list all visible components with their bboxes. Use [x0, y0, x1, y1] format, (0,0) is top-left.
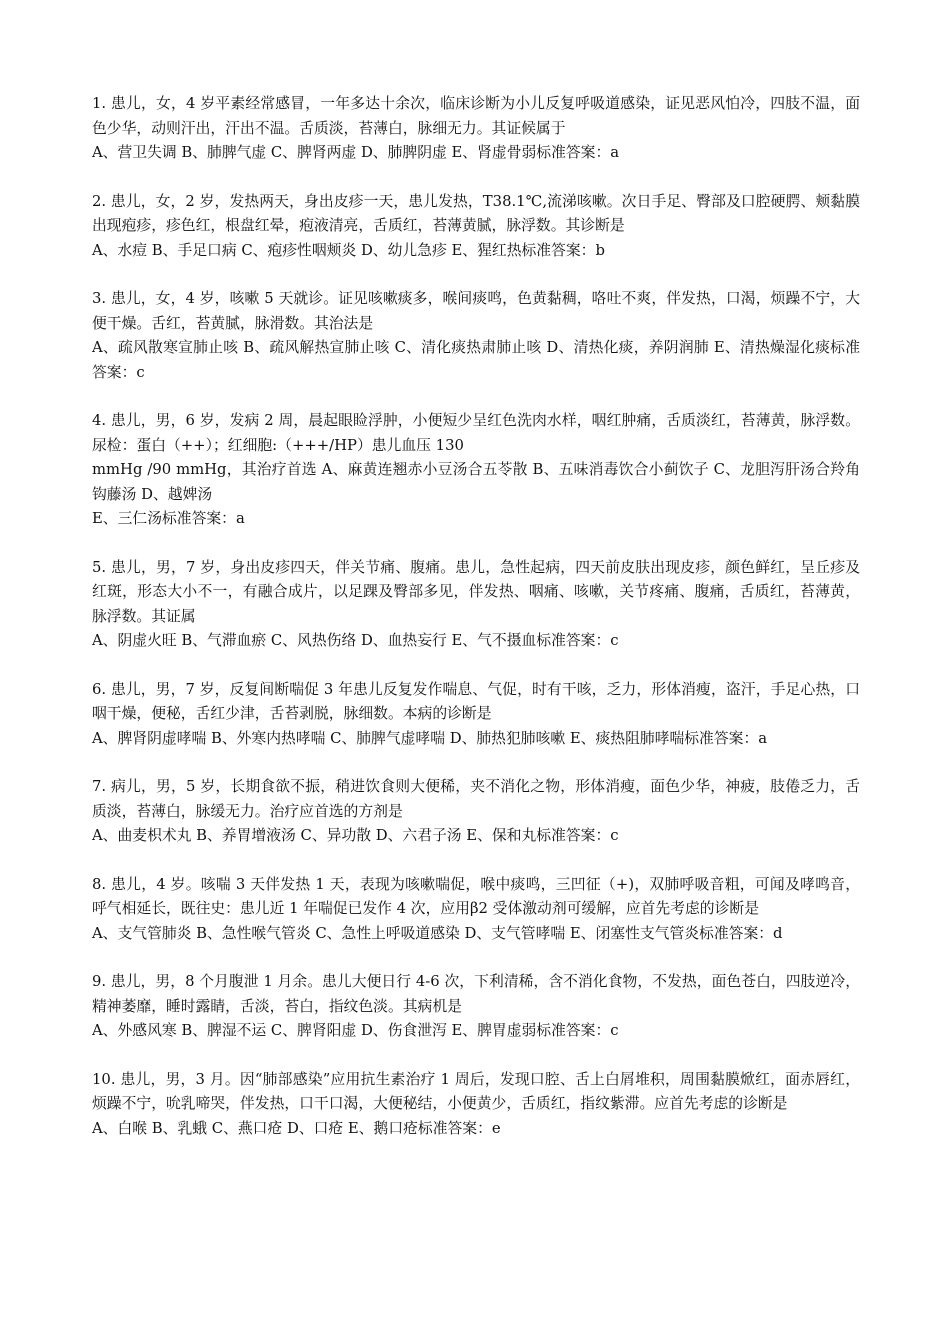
question-stem: 7. 病儿，男，5 岁，长期食欲不振，稍进饮食则大便稀，夹不消化之物，形体消瘦，面色少华，神疲，肢倦乏力，舌质淡，苔薄白，脉缓无力。治疗应首选的方剂是: [92, 778, 860, 820]
question-options: A、白喉 B、乳蛾 C、燕口疮 D、口疮 E、鹅口疮标准答案：e: [92, 1119, 501, 1137]
question-options: A、曲麦枳术丸 B、养胃增液汤 C、异功散 D、六君子汤 E、保和丸标准答案：c: [92, 827, 619, 844]
question-options: A、疏风散寒宣肺止咳 B、疏风解热宣肺止咳 C、清化痰热肃肺止咳 D、清热化痰，养阴润肺 E、清热燥湿化痰标准答案：c: [92, 339, 860, 381]
question-7: [92, 775, 860, 849]
question-stem: 4. 患儿，男，6 岁，发病 2 周，晨起眼睑浮肿，小便短少呈红色洗肉水样，咽红肿痛，舌质淡红，苔薄黄，脉浮数。尿检：蛋白（++）；红细胞:（+++/HP）患儿血压 130: [92, 412, 860, 454]
document-page: [92, 92, 860, 1165]
question-stem: 2. 患儿，女，2 岁，发热两天，身出皮疹一天，患儿发热，T38.1℃,流涕咳嗽。次日手足、臀部及口腔硬腭、颊黏膜出现疱疹，疹色红，根盘红晕，疱液清亮，舌质红，苔薄黄腻，脉浮数。其诊断是: [92, 192, 860, 234]
question-1: [92, 92, 860, 166]
question-stem: 5. 患儿，男，7 岁，身出皮疹四天，伴关节痛、腹痛。患儿，急性起病，四天前皮肤出现皮疹，颜色鲜红，呈丘疹及红斑，形态大小不一，有融合成片，以足踝及臀部多见，伴发热、咽痛、咳嗽，关节疼痛、腹痛，舌质红，苔薄黄，脉浮数。其证属: [92, 558, 860, 625]
question-options: A、水痘 B、手足口病 C、疱疹性咽颊炎 D、幼儿急疹 E、猩红热标准答案：b: [92, 241, 605, 259]
question-options: mmHg /90 mmHg，其治疗首选 A、麻黄连翘赤小豆汤合五苓散 B、五味消毒饮合小蓟饮子 C、龙胆泻肝汤合羚角钩藤汤 D、越婢汤: [92, 461, 860, 503]
question-options: A、营卫失调 B、肺脾气虚 C、脾肾两虚 D、肺脾阴虚 E、肾虚骨弱标准答案：a: [92, 144, 620, 161]
question-stem: 10. 患儿，男，3 月。因“肺部感染”应用抗生素治疗 1 周后，发现口腔、舌上白屑堆积，周围黏膜焮红，面赤唇红，烦躁不宁，吮乳啼哭，伴发热，口干口渴，大便秘结，小便黄少，舌质红，指纹紫滞。应首先考虑的诊断是: [92, 1070, 860, 1112]
question-stem: 8. 患儿，4 岁。咳喘 3 天伴发热 1 天，表现为咳嗽喘促，喉中痰鸣，三凹征（+)，双肺呼吸音粗，可闻及哮鸣音，呼气相延长，既往史：患儿近 1 年喘促已发作 4 次，应用β2 受体激动剂可缓解，应首先考虑的诊断是: [92, 875, 860, 917]
question-9: [92, 970, 860, 1044]
question-4: [92, 409, 860, 532]
question-2: [92, 190, 860, 264]
question-options-continued: E、三仁汤标准答案：a: [92, 510, 245, 527]
question-10: [92, 1068, 860, 1142]
question-options: A、脾肾阴虚哮喘 B、外寒内热哮喘 C、肺脾气虚哮喘 D、肺热犯肺咳嗽 E、痰热阻肺哮喘标准答案：a: [92, 729, 768, 747]
question-5: [92, 556, 860, 654]
question-3: [92, 287, 860, 385]
question-8: [92, 873, 860, 947]
question-stem: 3. 患儿，女，4 岁，咳嗽 5 天就诊。证见咳嗽痰多，喉间痰鸣，色黄黏稠，咯吐不爽，伴发热，口渴，烦躁不宁，大便干燥。舌红，苔黄腻，脉滑数。其治法是: [92, 290, 860, 332]
question-options: A、外感风寒 B、脾湿不运 C、脾肾阳虚 D、伤食泄泻 E、脾胃虚弱标准答案：c: [92, 1022, 619, 1039]
question-stem: 1. 患儿，女，4 岁平素经常感冒，一年多达十余次，临床诊断为小儿反复呼吸道感染，证见恶风怕冷，四肢不温，面色少华，动则汗出，汗出不温。舌质淡，苔薄白，脉细无力。其证候属于: [92, 95, 860, 137]
question-options: A、阴虚火旺 B、气滞血瘀 C、风热伤络 D、血热妄行 E、气不摄血标准答案：c: [92, 632, 619, 649]
question-options: A、支气管肺炎 B、急性喉气管炎 C、急性上呼吸道感染 D、支气管哮喘 E、闭塞性支气管炎标准答案：d: [92, 924, 783, 942]
question-stem: 6. 患儿，男，7 岁，反复间断喘促 3 年患儿反复发作喘息、气促，时有干咳，乏力，形体消瘦，盗汗，手足心热，口咽干燥，便秘，舌红少津，舌苔剥脱，脉细数。本病的诊断是: [92, 680, 860, 722]
question-stem: 9. 患儿，男，8 个月腹泄 1 月余。患儿大便日行 4-6 次，下利清稀，含不消化食物，不发热，面色苍白，四肢逆冷，精神萎靡，睡时露睛，舌淡，苔白，指纹色淡。其病机是: [92, 973, 860, 1015]
question-6: [92, 678, 860, 752]
